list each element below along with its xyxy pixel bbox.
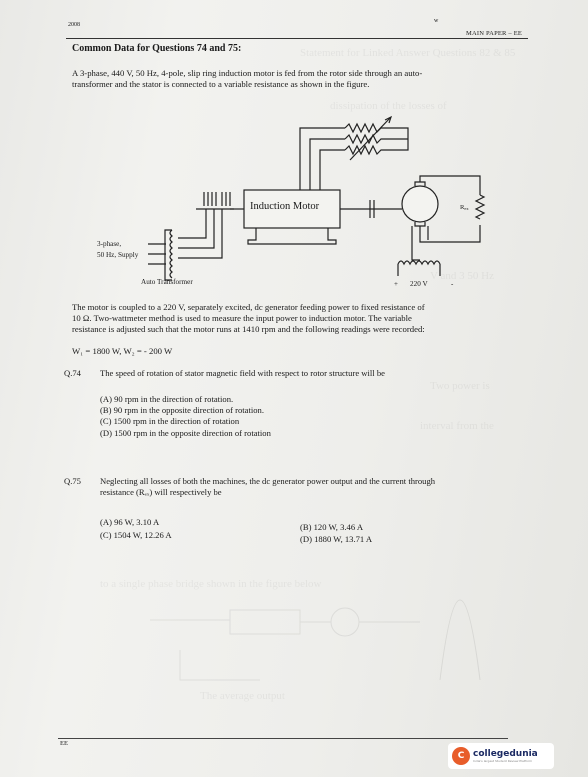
q75-option-d: (D) 1880 W, 13.71 A [300,534,373,544]
watermark-text-block [473,750,538,763]
body-line-1: The motor is coupled to a 220 V, separately excited, dc generator feeding power to fixed resistance of [72,302,425,312]
load-label: Rex [460,204,469,211]
collegedunia-watermark [448,743,554,769]
field-plus: + [394,280,398,288]
bleed-through-text: dissipation of the losses of [330,100,447,112]
motor-label: Induction Motor [250,201,320,212]
bleed-through-text: V and 3 50 Hz [430,270,494,282]
bleed-through-text: to a single phase bridge shown in the figure below [100,578,322,590]
q74-option-a: (A) 90 rpm in the direction of rotation. [100,394,234,404]
q74-option-d: (D) 1500 rpm in the opposite direction of rotation [100,428,271,438]
header-mark: w [434,18,439,24]
bleed-through-text: interval from the [420,420,494,432]
bleed-through-text: The average output [200,690,285,702]
q74-text: The speed of rotation of stator magnetic field with respect to rotor structure will be [100,368,385,378]
footer-rule [58,738,508,739]
wattmeter-readings: W₁ = 1800 W, W₂ = - 200 W [72,346,173,356]
watermark-tagline: India's largest Student Review Platform [473,758,533,763]
collegedunia-logo-icon: C [452,747,470,765]
body-line-3: resistance is adjusted such that the motor runs at 1410 rpm and the following readings were recorded: [72,324,425,334]
bleed-through-text: Statement for Linked Answer Questions 82 & 85 [300,47,516,59]
q75-text-line-1: Neglecting all losses of both the machines, the dc generator power output and the current through [100,476,436,486]
autotransformer-label: Auto Transformer [141,278,193,286]
body-line-2: 10 Ω. Two-wattmeter method is used to measure the input power to induction motor. The variable [72,313,412,323]
q74-number: Q.74 [64,368,81,378]
q75-option-c: (C) 1504 W, 12.26 A [100,530,172,540]
q74-option-c: (C) 1500 rpm in the direction of rotation [100,416,240,426]
intro-line-2: transformer and the stator is connected to a variable resistance as shown in the figure. [72,79,370,89]
q75-number: Q.75 [64,476,81,486]
header-paper-code: MAIN PAPER – EE [466,30,523,37]
field-minus: - [451,280,454,288]
supply-label-1: 3-phase, [97,240,122,248]
q75-text-line-2: resistance (Rₑₓ) will respectively be [100,487,222,497]
header-year: 2008 [68,22,80,28]
q74-option-b: (B) 90 rpm in the opposite direction of rotation. [100,405,264,415]
q75-option-a: (A) 96 W, 3.10 A [100,517,160,527]
intro-line-1: A 3-phase, 440 V, 50 Hz, 4-pole, slip ring induction motor is fed from the rotor side through an auto- [72,68,423,78]
supply-label-2: 50 Hz, Supply [97,251,139,259]
field-voltage-label: 220 V [410,280,428,288]
footer-label: EE [60,740,68,747]
watermark-brand: collegedunia [473,748,538,759]
bleed-through-text: Two power is [430,380,490,392]
common-data-title: Common Data for Questions 74 and 75: [72,43,242,54]
q75-option-b: (B) 120 W, 3.46 A [300,522,364,532]
